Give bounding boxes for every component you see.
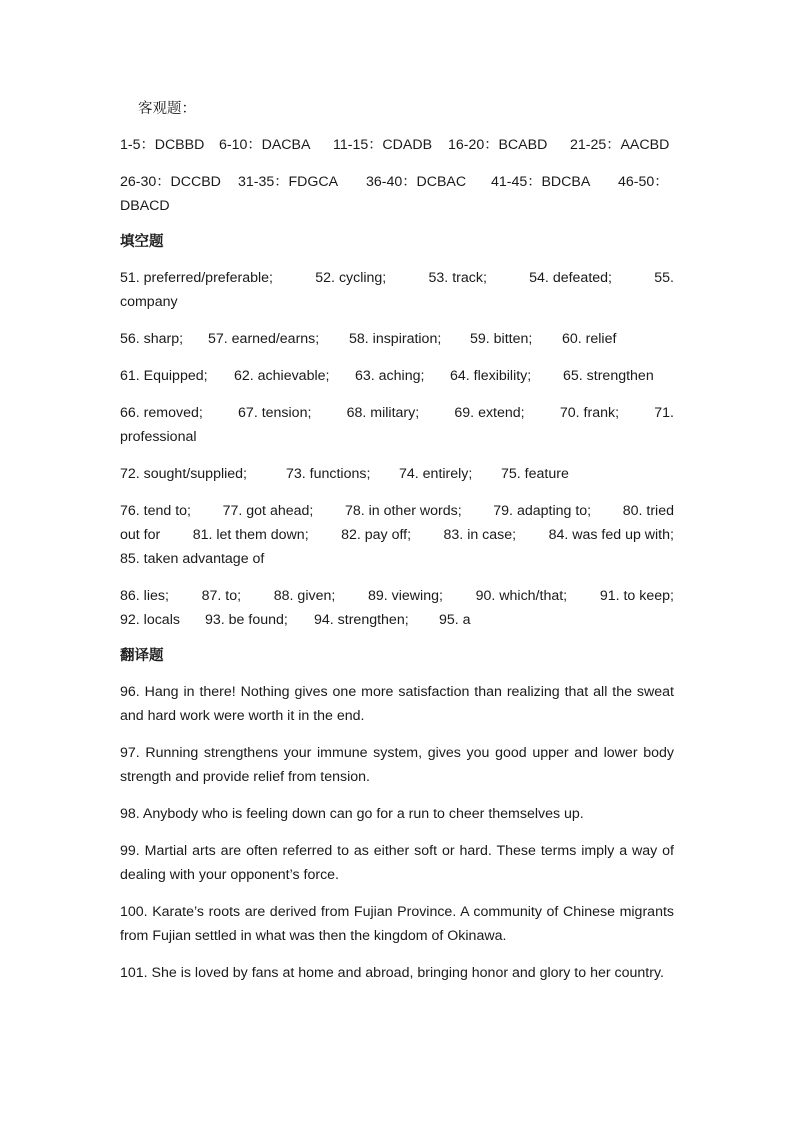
objective-heading: 客观题： xyxy=(138,101,196,117)
fill-answer: 95. a xyxy=(439,612,471,628)
fill-answer: 73. functions; xyxy=(286,466,371,482)
objective-row-2 xyxy=(120,170,674,218)
fill-answer: 77. got ahead; xyxy=(222,503,314,519)
fill-answer: 56. sharp; xyxy=(120,331,184,347)
fill-answer: 90. which/that; xyxy=(475,588,568,604)
fill-answer: 86. lies; xyxy=(120,588,169,604)
answer-group: 41-45：BDCBA xyxy=(491,174,591,190)
fill-group-61-65 xyxy=(120,364,674,388)
fill-answer: 54. defeated; xyxy=(529,270,612,286)
answer-group: 11-15：CDADB xyxy=(333,137,433,153)
answer-group: 26-30：DCCBD xyxy=(120,174,221,190)
fill-answer: 75. feature xyxy=(501,466,569,482)
answer-group: 46-50： xyxy=(618,174,669,190)
fill-answer: 63. aching; xyxy=(355,368,425,384)
fill-answer: 84. was fed up with; xyxy=(548,527,674,543)
translation-heading: 翻译题 xyxy=(120,648,164,664)
fill-answer: 53. track; xyxy=(428,270,487,286)
translation-item-96: 96. Hang in there! Nothing gives one more satisfaction than realizing that all the sweat and hard work were worth it in the end. xyxy=(120,684,674,724)
fill-answer: 94. strengthen; xyxy=(314,612,409,628)
answer-group-continued: DBACD xyxy=(120,198,170,214)
fill-answer: 61. Equipped; xyxy=(120,368,208,384)
translation-item-97: 97. Running strengthens your immune system, gives you good upper and lower body strength and provide relief from tension. xyxy=(120,745,674,785)
translation-item-101: 101. She is loved by fans at home and abroad, bringing honor and glory to her country. xyxy=(120,965,664,981)
fill-answer-continued: professional xyxy=(120,429,197,445)
fill-answer: 68. military; xyxy=(346,405,420,421)
fill-answer: 92. locals xyxy=(120,612,180,628)
fill-group-72-75 xyxy=(120,462,674,486)
fill-group-51-55 xyxy=(120,266,674,314)
fill-answer: 88. given; xyxy=(273,588,336,604)
fill-answer: 64. flexibility; xyxy=(450,368,532,384)
fill-group-66-71 xyxy=(120,401,674,449)
fill-answer: 66. removed; xyxy=(120,405,203,421)
translation-item-99: 99. Martial arts are often referred to as either soft or hard. These terms imply a way of dealing with your opponent’s force. xyxy=(120,843,674,883)
answer-group: 31-35：FDGCA xyxy=(238,174,339,190)
fill-answer: 52. cycling; xyxy=(315,270,387,286)
fill-answer-continued: 85. taken advantage of xyxy=(120,551,265,567)
fill-answer: 69. extend; xyxy=(454,405,525,421)
fill-answer: 81. let them down; xyxy=(192,527,309,543)
fill-answer: 80. tried xyxy=(622,503,674,519)
fill-answer: 55. xyxy=(654,270,674,286)
fill-group-86-95 xyxy=(120,584,674,632)
answer-group: 36-40：DCBAC xyxy=(366,174,467,190)
objective-row-1 xyxy=(120,133,674,157)
translation-item-98: 98. Anybody who is feeling down can go for a run to cheer themselves up. xyxy=(120,806,584,822)
fill-answer: 83. in case; xyxy=(443,527,517,543)
fill-answer: 71. xyxy=(654,405,674,421)
answer-group: 6-10：DACBA xyxy=(219,137,311,153)
fill-answer: 57. earned/earns; xyxy=(208,331,320,347)
fill-group-56-60 xyxy=(120,327,674,351)
fill-answer: 87. to; xyxy=(201,588,242,604)
fill-answer: 91. to keep; xyxy=(599,588,674,604)
fill-answer: 78. in other words; xyxy=(344,503,462,519)
fill-answer: 93. be found; xyxy=(205,612,288,628)
fill-answer: 82. pay off; xyxy=(341,527,412,543)
answer-key-content xyxy=(120,98,674,998)
fill-answer: 89. viewing; xyxy=(368,588,443,604)
fill-answer: 76. tend to; xyxy=(120,503,191,519)
fill-heading: 填空题 xyxy=(120,234,164,250)
answer-group: 21-25：AACBD xyxy=(570,137,670,153)
translation-item-100: 100. Karate’s roots are derived from Fujian Province. A community of Chinese migrants from Fujian settled in what was then the kingdom of Okinawa. xyxy=(120,904,674,944)
fill-answer: 60. relief xyxy=(562,331,617,347)
fill-answer: 74. entirely; xyxy=(399,466,473,482)
fill-answer: 51. preferred/preferable; xyxy=(120,270,274,286)
fill-answer: 58. inspiration; xyxy=(349,331,442,347)
fill-answer: 65. strengthen xyxy=(563,368,654,384)
fill-answer: 59. bitten; xyxy=(470,331,533,347)
fill-answer: 79. adapting to; xyxy=(493,503,592,519)
answer-group: 1-5：DCBBD xyxy=(120,137,205,153)
fill-answer-continued: company xyxy=(120,294,178,310)
answer-group: 16-20：BCABD xyxy=(448,137,548,153)
fill-group-76-85 xyxy=(120,499,674,571)
fill-answer: 62. achievable; xyxy=(234,368,330,384)
fill-answer: 72. sought/supplied; xyxy=(120,466,247,482)
fill-answer: 67. tension; xyxy=(238,405,312,421)
fill-answer: 70. frank; xyxy=(559,405,620,421)
fill-answer: out for xyxy=(120,527,161,543)
